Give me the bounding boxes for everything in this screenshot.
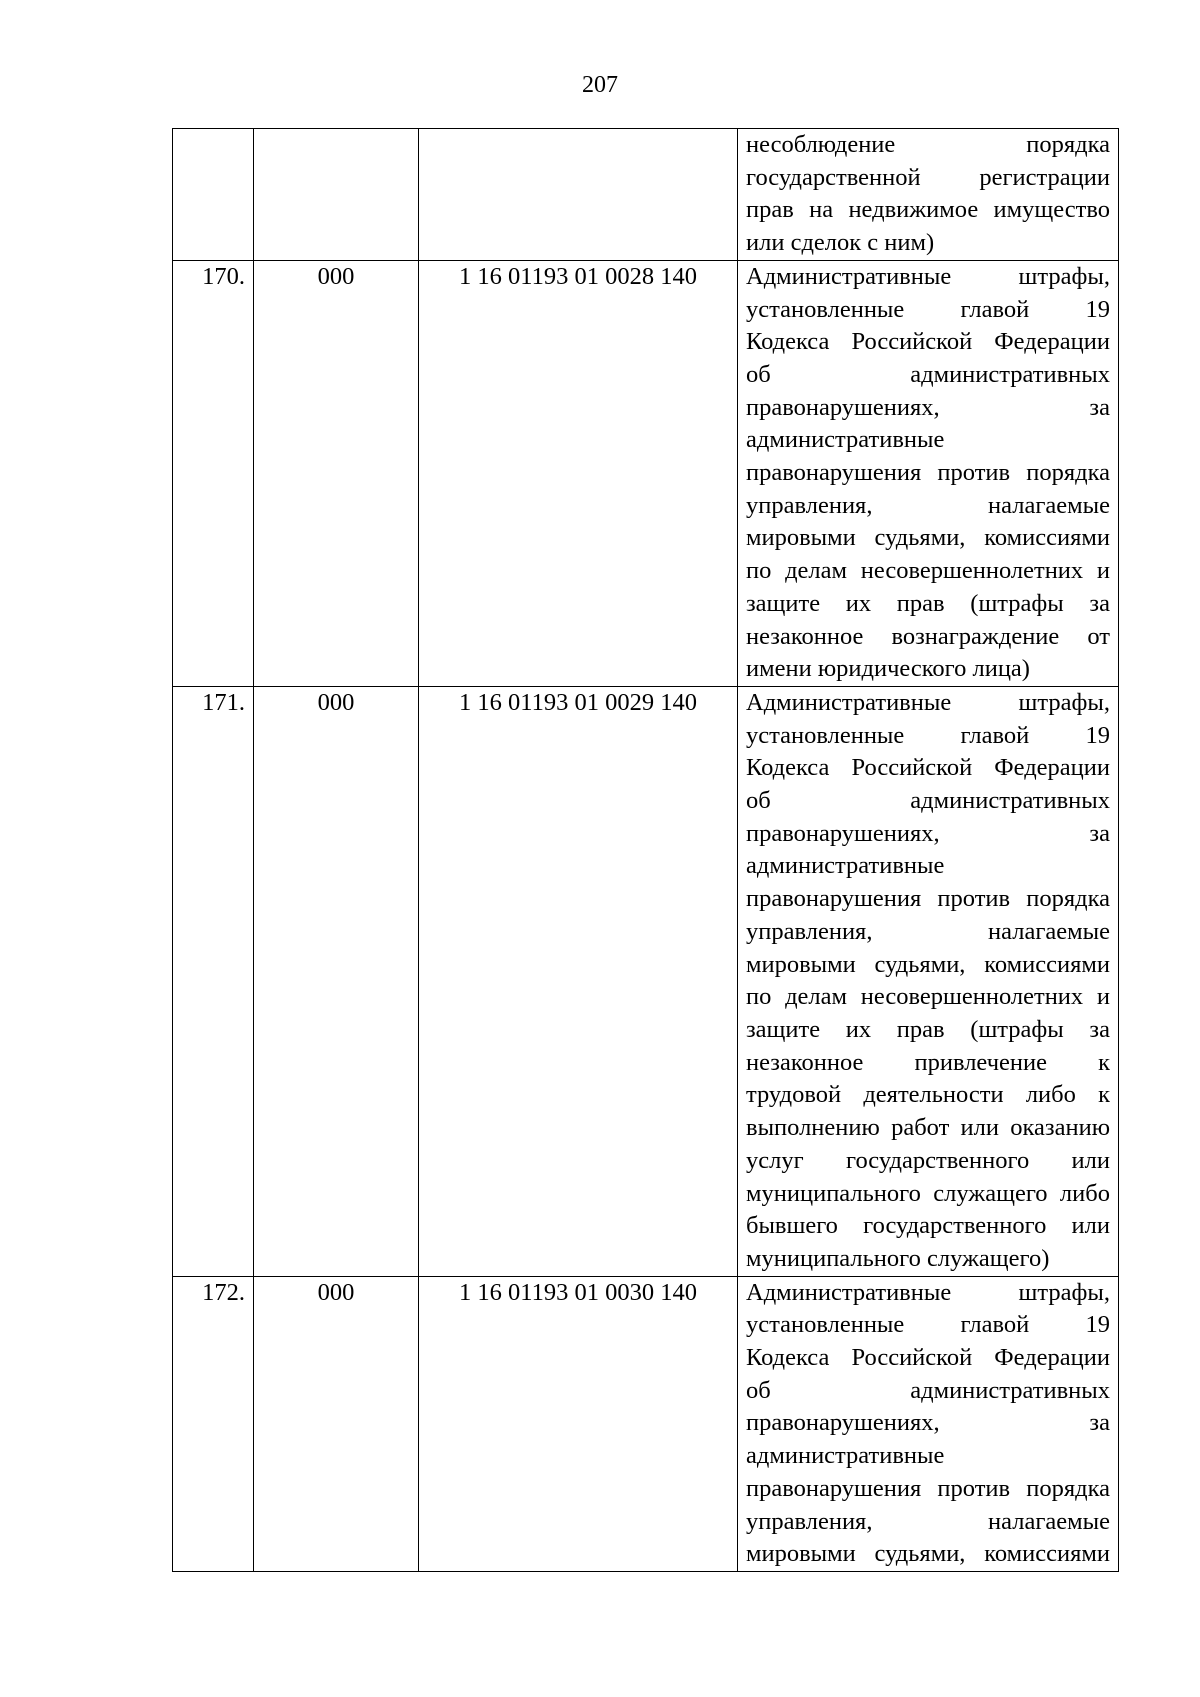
description-line: муниципального служащего)	[746, 1244, 1050, 1272]
description-line: по делам несовершеннолетних и	[746, 557, 1110, 585]
description-line: защите их прав (штрафы за	[746, 1015, 1110, 1043]
description-cell	[738, 260, 1119, 686]
description-line: об административных	[746, 360, 1110, 388]
description-line: установленные главой 19	[746, 721, 1110, 749]
description-cell	[738, 686, 1119, 1276]
table-row	[173, 129, 1119, 261]
revenue-code-cell	[419, 129, 738, 261]
description-line: выполнению работ или оказанию	[746, 1114, 1110, 1142]
description-line: по делам несовершеннолетних и	[746, 983, 1110, 1011]
revenue-code-cell: 1 16 01193 01 0030 140	[419, 1276, 738, 1571]
description-line: мировыми судьями, комиссиями	[746, 1540, 1110, 1568]
page-number: 207	[582, 72, 618, 98]
description-line: правонарушения против порядка	[746, 459, 1110, 487]
description-line: незаконное вознаграждение от	[746, 622, 1110, 650]
description-line: несоблюдение порядка	[746, 131, 1110, 158]
description-line: административные	[746, 852, 945, 880]
revenue-code-table	[172, 128, 1119, 1572]
row-number-cell: 170.	[173, 260, 254, 686]
description-line: правонарушениях, за	[746, 1409, 1110, 1437]
administrator-code-cell: 000	[254, 1276, 419, 1571]
description-line: правонарушениях, за	[746, 393, 1110, 421]
row-number-cell: 171.	[173, 686, 254, 1276]
description-line: управления, налагаемые	[746, 1507, 1110, 1535]
description-line: Административные штрафы,	[746, 688, 1110, 716]
row-number-cell: 172.	[173, 1276, 254, 1571]
description-line: правонарушения против порядка	[746, 885, 1110, 913]
description-line: мировыми судьями, комиссиями	[746, 950, 1110, 978]
description-line: правонарушениях, за	[746, 819, 1110, 847]
description-line: имени юридического лица)	[746, 655, 1030, 683]
description-line: государственной регистрации	[746, 163, 1110, 191]
revenue-code-cell: 1 16 01193 01 0029 140	[419, 686, 738, 1276]
description-line: муниципального служащего либо	[746, 1179, 1110, 1207]
description-line: об административных	[746, 1376, 1110, 1404]
row-number-cell	[173, 129, 254, 261]
description-line: Кодекса Российской Федерации	[746, 328, 1110, 356]
description-line: управления, налагаемые	[746, 917, 1110, 945]
administrator-code-cell: 000	[254, 686, 419, 1276]
description-line: Административные штрафы,	[746, 1278, 1110, 1306]
description-line: установленные главой 19	[746, 295, 1110, 323]
description-line: защите их прав (штрафы за	[746, 589, 1110, 617]
description-line: Административные штрафы,	[746, 262, 1110, 290]
administrator-code-cell: 000	[254, 260, 419, 686]
description-line: прав на недвижимое имущество	[746, 196, 1110, 224]
table-row	[173, 1276, 1119, 1571]
description-line: административные	[746, 426, 945, 454]
description-cell	[738, 129, 1119, 261]
description-line: услуг государственного или	[746, 1146, 1110, 1174]
table-row	[173, 686, 1119, 1276]
description-cell	[738, 1276, 1119, 1571]
table-row	[173, 260, 1119, 686]
description-line: Кодекса Российской Федерации	[746, 754, 1110, 782]
description-line: Кодекса Российской Федерации	[746, 1344, 1110, 1372]
description-line: трудовой деятельности либо к	[746, 1081, 1110, 1109]
description-line: или сделок с ним)	[746, 229, 935, 257]
description-line: бывшего государственного или	[746, 1212, 1110, 1240]
revenue-code-cell: 1 16 01193 01 0028 140	[419, 260, 738, 686]
description-line: управления, налагаемые	[746, 491, 1110, 519]
description-line: незаконное привлечение к	[746, 1048, 1110, 1076]
description-line: правонарушения против порядка	[746, 1474, 1110, 1502]
description-line: мировыми судьями, комиссиями	[746, 524, 1110, 552]
description-line: административные	[746, 1442, 945, 1470]
description-line: об административных	[746, 787, 1110, 815]
administrator-code-cell	[254, 129, 419, 261]
description-line: установленные главой 19	[746, 1311, 1110, 1339]
